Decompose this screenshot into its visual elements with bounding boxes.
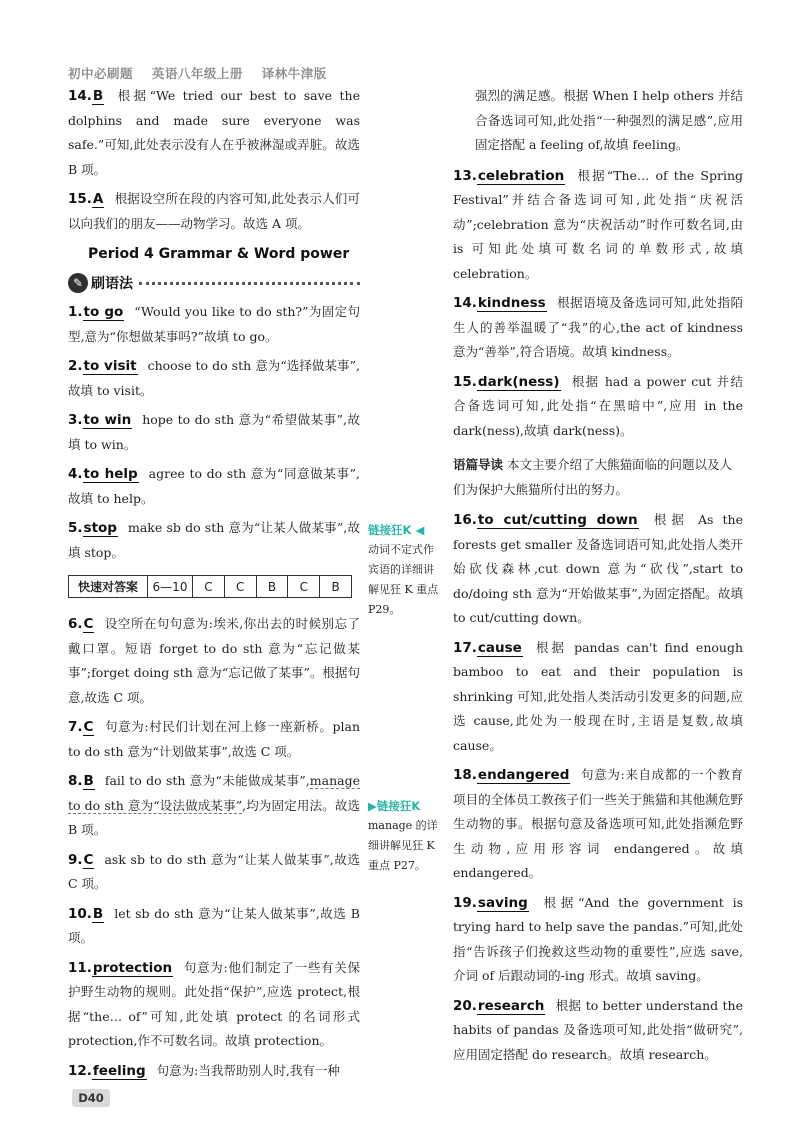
explanation: ,均为固定用法。故选 B 项。 xyxy=(68,797,360,837)
note-text: manage 的详细讲解见狂 K 重点 P27。 xyxy=(368,819,438,872)
answer-item: 1.to go “Would you like to do sth?”为固定句型,意为“你想做某事吗?”故填 to go。 xyxy=(68,304,360,344)
continued-explanation: 强烈的满足感。根据 When I help others 并结合备选词可知,此处指“一种强烈的满足感”,应用固定搭配 a feeling of,故填 feeling。 xyxy=(475,88,743,152)
explanation: 根据“The… of the Spring Festival”并结合备选词可知,此处指“庆祝活动”;celebration 意为“庆祝活动”时作可数名词,由 is 可知此处填可数名词的单数形式,故填 celebration。 xyxy=(453,167,743,281)
answer-item: 20.research 根据 to better understand the habits of pandas 及备选项可知,此处指“做研究”,应用固定搭配 do research。故填 research。 xyxy=(453,997,743,1062)
note-text: 动词不定式作宾语的详细讲解见狂 K 重点 P29。 xyxy=(368,543,439,616)
section-header xyxy=(68,270,360,296)
answer-item: 6.C 设空所在句句意为:埃米,你出去的时候别忘了戴口罩。短语 forget to do sth 意为“忘记做某事”;forget doing sth 意为“忘记做了某事”。根据句意,故选 C 项。 xyxy=(68,616,360,705)
left-column xyxy=(68,84,360,1088)
answer: to go xyxy=(83,304,124,320)
answer: to win xyxy=(83,412,132,428)
explanation: 句意为:村民们计划在河上修一座新桥。plan to do sth 意为“计划做某事”,故选 C 项。 xyxy=(68,719,360,759)
answer: B xyxy=(92,88,104,104)
answer: B xyxy=(83,773,94,789)
brush-icon: ✎ xyxy=(68,273,88,293)
header-edition: 译林牛津版 xyxy=(261,66,327,81)
answer: C xyxy=(83,719,94,735)
right-column xyxy=(453,84,743,1072)
answer-item: 2.to visit choose to do sth 意为“选择做某事”,故填 to visit。 xyxy=(68,358,360,398)
answer: dark(ness) xyxy=(477,373,560,390)
explanation: 根据语境及备选词可知,此处指陌生人的善举温暖了“我”的心,the act of kindness 意为“善举”,符合语境。故填 kindness。 xyxy=(453,295,743,359)
guide-text: 本文主要介绍了大熊猫面临的问题以及人们为保护大熊猫所付出的努力。 xyxy=(453,457,733,497)
explanation: 根据“And the government is trying hard to help save the pandas.”可知,此处指“告诉孩子们挽救这些动物的重要性”,应选 save,介词 of 后跟动词的-ing 形式。故填 saving。 xyxy=(453,894,743,983)
answer: cause xyxy=(477,639,522,656)
answer: A xyxy=(92,191,104,207)
answer-item: 5.stop make sb do sth 意为“让某人做某事”,故填 stop。 xyxy=(68,520,360,560)
answer: C xyxy=(83,616,94,632)
arrow-icon: ▶ xyxy=(368,799,377,813)
answer-item: 17.cause 根据 pandas can't find enough bamboo to eat and their population is shrinking 可知,此处指人类活动引发更多的问题,应选 cause,此处为一般现在时,主语是复数,故填 cause。 xyxy=(453,639,743,753)
explanation: “Would you like to do sth?”为固定句型,意为“你想做某事吗?”故填 to go。 xyxy=(68,304,360,344)
answer: to visit xyxy=(83,358,137,374)
header-book: 初中必刷题 xyxy=(68,66,134,81)
answer-item: 19.saving 根据“And the government is trying hard to help save the pandas.”可知,此处指“告诉孩子们挽救这些动物的重要性”,应选 save,介词 of 后跟动词的-ing 形式。故填 saving。 xyxy=(453,894,743,983)
answer-item: 18.endangered 句意为:来自成都的一个教育项目的全体员工教孩子们一些关于熊猫和其他濒危野生动物的事。根据句意及备选项可知,此处指濒危野生动物,应用形容词 endangered。故填 endangered。 xyxy=(453,767,743,880)
answer-item: 3.to win hope to do sth 意为“希望做某事”,故填 to win。 xyxy=(68,412,360,452)
answer-item: 16.to cut/cutting down 根据 As the forests get smaller 及备选词语可知,此处指人类开始砍伐森林,cut down 意为“砍伐”,start to do/doing sth 意为“开始做某事”,为固定搭配。故填 to cut/cutting down。 xyxy=(453,512,743,625)
quick-answer-range: 6—10 xyxy=(148,576,193,597)
answer: B xyxy=(92,905,104,922)
answer-item: 11.protection 句意为:他们制定了一些有关保护野生动物的规则。此处指“保护”,应选 protect,根据“the… of”可知,此处填 protect 的名词形式 protection,作不可数名词。故填 protection。 xyxy=(68,959,360,1048)
period-title: Period 4 Grammar & Word power xyxy=(88,246,350,262)
explanation: let sb do sth 意为“让某人做某事”,故选 B 项。 xyxy=(68,905,360,945)
explanation: hope to do sth 意为“希望做某事”,故填 to win。 xyxy=(68,412,360,452)
header-subject: 英语八年级上册 xyxy=(151,66,243,81)
answer-item: 8.B fail to do sth 意为“未能做成某事”,manage to do sth 意为“设法做成某事”,均为固定用法。故选 B 项。 xyxy=(68,773,360,837)
explanation: 设空所在句句意为:埃米,你出去的时候别忘了戴口罩。短语 forget to do sth 意为“忘记做某事”;forget doing sth 意为“忘记做了某事”。根据句意,故选 C 项。 xyxy=(68,616,360,705)
quick-answer-cell: B xyxy=(331,579,340,594)
running-header xyxy=(68,64,341,82)
answer-item: 15.dark(ness) 根据 had a power cut 并结合备选词可知,此处指“在黑暗中”,应用 in the dark(ness),故填 dark(ness)。 xyxy=(453,373,743,438)
dotted-divider xyxy=(139,282,360,285)
quick-answer-table xyxy=(68,575,352,598)
explanation: fail to do sth 意为“未能做成某事”, xyxy=(104,773,310,788)
explanation: 句意为:当我帮助别人时,我有一种 xyxy=(156,1062,340,1078)
answer: endangered xyxy=(477,767,570,783)
explanation: 根据 pandas can't find enough bamboo to eat and their population is shrinking 可知,此处指人类活动引发更多的问题,应选 cause,此处为一般现在时,主语是复数,故填 cause。 xyxy=(453,639,743,753)
answer-item: 7.C 句意为:村民们计划在河上修一座新桥。plan to do sth 意为“计划做某事”,故选 C 项。 xyxy=(68,719,360,759)
answer-item: 12.feeling 句意为:当我帮助别人时,我有一种 xyxy=(68,1062,340,1079)
explanation: choose to do sth 意为“选择做某事”,故填 to visit。 xyxy=(68,358,360,398)
quick-answer-cell: B xyxy=(257,576,289,597)
answer-item: 10.B let sb do sth 意为“让某人做某事”,故选 B 项。 xyxy=(68,905,360,945)
linked-phrase: manage to do sth 意为“设法做成某事” xyxy=(68,773,360,813)
explanation: 根据 As the forests get smaller 及备选词语可知,此处指人类开始砍伐森林,cut down 意为“砍伐”,start to do/doing sth 意为“开始做某事”,为固定搭配。故填 to cut/cutting down。 xyxy=(453,512,743,625)
section-title: 刷语法 xyxy=(91,276,133,292)
explanation: 句意为:来自成都的一个教育项目的全体员工教孩子们一些关于熊猫和其他濒危野生动物的事。根据句意及备选项可知,此处指濒危野生动物,应用形容词 endangered。故填 endangered。 xyxy=(453,767,743,880)
passage-guide xyxy=(453,453,743,502)
explanation: 句意为:他们制定了一些有关保护野生动物的规则。此处指“保护”,应选 protect,根据“the… of”可知,此处填 protect 的名词形式 protection,作不可数名词。故填 protection。 xyxy=(68,959,360,1048)
answer-item: 4.to help agree to do sth 意为“同意做某事”,故填 to help。 xyxy=(68,466,360,506)
note-link-label: ▶链接狂K xyxy=(368,799,421,813)
explanation: ask sb to do sth 意为“让某人做某事”,故选 C 项。 xyxy=(68,851,360,891)
explanation: agree to do sth 意为“同意做某事”,故填 to help。 xyxy=(68,466,360,506)
page-number: D40 xyxy=(72,1089,110,1107)
quick-answer-cell: C xyxy=(288,576,320,597)
answer: kindness xyxy=(477,295,546,311)
answer: saving xyxy=(477,894,528,911)
quick-answer-label: 快速对答案 xyxy=(69,576,148,597)
guide-tag: 语篇导读 xyxy=(453,457,504,472)
answer-item: 14.B 根据“We tried our best to save the dolphins and made sure everyone was safe.”可知,此处表示没有人在乎被淋湿或弄脏。故选 B 项。 xyxy=(68,88,360,177)
note-link-label: 链接狂K ◀ xyxy=(368,523,425,537)
answer-item: 9.C ask sb to do sth 意为“让某人做某事”,故选 C 项。 xyxy=(68,851,360,891)
answer: protection xyxy=(92,959,173,976)
arrow-icon: ◀ xyxy=(415,523,425,537)
answer: to help xyxy=(83,466,138,482)
answer-item: 13.celebration 根据“The… of the Spring Festival”并结合备选词可知,此处指“庆祝活动”;celebration 意为“庆祝活动”时作可数名词,由 is 可知此处填可数名词的单数形式,故填 celebration。 xyxy=(453,167,743,281)
answer: to cut/cutting down xyxy=(477,512,638,528)
margin-note xyxy=(368,796,444,876)
explanation: 根据设空所在段的内容可知,此处表示人们可以向我们的朋友——动物学习。故选 A 项。 xyxy=(68,191,360,231)
explanation: 根据“We tried our best to save the dolphins and made sure everyone was safe.”可知,此处表示没有人在乎被淋湿或弄脏。故选 B 项。 xyxy=(68,88,360,177)
answer: research xyxy=(477,997,545,1014)
answer: celebration xyxy=(477,167,565,184)
margin-note xyxy=(368,520,444,620)
answer-item: 14.kindness 根据语境及备选词可知,此处指陌生人的善举温暖了“我”的心,the act of kindness 意为“善举”,符合语境。故填 kindness。 xyxy=(453,295,743,359)
answer-item: 15.A 根据设空所在段的内容可知,此处表示人们可以向我们的朋友——动物学习。故选 A 项。 xyxy=(68,191,360,231)
answer: feeling xyxy=(92,1062,146,1079)
quick-answer-cell: C xyxy=(225,576,257,597)
quick-answer-cell: C xyxy=(193,576,225,597)
explanation: make sb do sth 意为“让某人做某事”,故填 stop。 xyxy=(68,520,360,560)
explanation: 根据 to better understand the habits of pandas 及备选项可知,此处指“做研究”,应用固定搭配 do research。故填 research。 xyxy=(453,997,743,1062)
explanation: 根据 had a power cut 并结合备选词可知,此处指“在黑暗中”,应用 in the dark(ness),故填 dark(ness)。 xyxy=(453,373,743,438)
answer: C xyxy=(83,851,94,868)
answer: stop xyxy=(83,520,117,536)
